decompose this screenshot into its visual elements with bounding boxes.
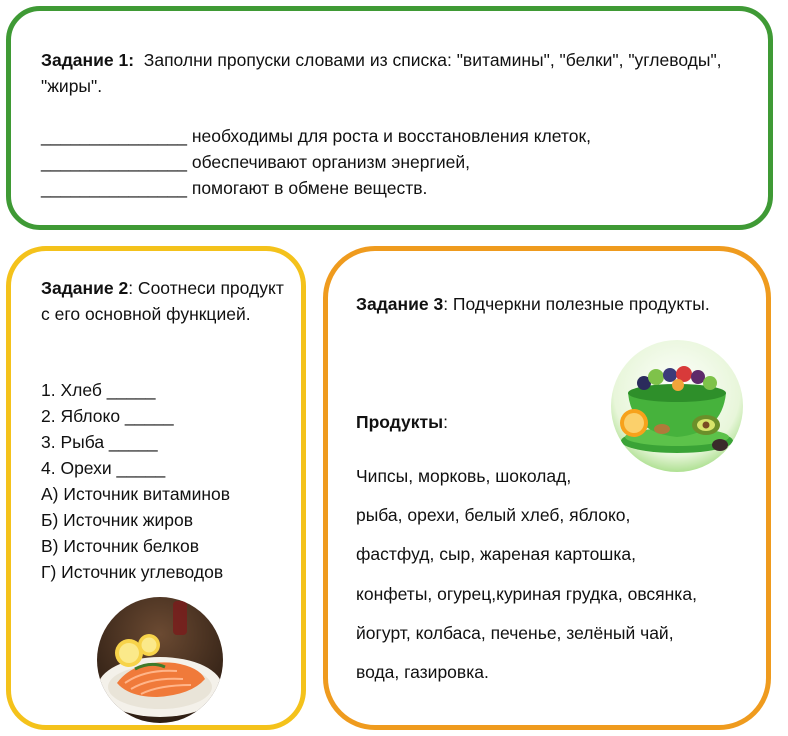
match-option: Б) Источник жиров xyxy=(41,510,193,530)
products-heading-block xyxy=(356,409,448,435)
match-option: А) Источник витаминов xyxy=(41,484,231,504)
task-2-card xyxy=(6,246,306,730)
products-list xyxy=(356,457,766,692)
task-1-title: Задание 1: xyxy=(41,50,135,70)
salmon-dish-image xyxy=(95,595,225,725)
task-1-line: _______________ обеспечивают организм энергией, xyxy=(41,152,471,172)
products-line: конфеты, огурец,куриная грудка, овсянка, xyxy=(356,583,697,604)
products-heading: Продукты xyxy=(356,412,444,432)
match-item: 1. Хлеб _____ xyxy=(41,380,156,400)
task-3-title: Задание 3 xyxy=(356,294,444,314)
task-2-instruction-block xyxy=(41,275,291,327)
task-1-instruction-block xyxy=(41,47,741,99)
task-2-match-list xyxy=(41,377,301,585)
match-item: 4. Орехи _____ xyxy=(41,458,166,478)
match-item: 3. Рыба _____ xyxy=(41,432,158,452)
task-3-instruction-block xyxy=(356,291,756,317)
task-1-line: _______________ помогают в обмене веществ. xyxy=(41,178,428,198)
task-1-blank-lines xyxy=(41,123,741,201)
salad-bowl-image xyxy=(608,337,746,475)
task-2-instruction: : Соотнеси продукт с его основной функцией. xyxy=(41,278,284,324)
task-1-instruction: Заполни пропуски словами из списка: "витамины", "белки", "углеводы", "жиры". xyxy=(41,50,722,96)
task-1-card xyxy=(6,6,773,230)
products-line: вода, газировка. xyxy=(356,662,489,683)
task-3-instruction: : Подчеркни полезные продукты. xyxy=(443,294,710,314)
products-line: Чипсы, морковь, шоколад, xyxy=(356,466,572,486)
task-3-card xyxy=(323,246,771,730)
task-2-title: Задание 2 xyxy=(41,278,129,298)
task-1-line: _______________ необходимы для роста и восстановления клеток, xyxy=(41,126,591,146)
products-line: йогурт, колбаса, печенье, зелёный чай, xyxy=(356,622,674,643)
match-item: 2. Яблоко _____ xyxy=(41,406,174,426)
match-option: Г) Источник углеводов xyxy=(41,562,224,582)
products-line: фастфуд, сыр, жареная картошка, xyxy=(356,544,636,565)
match-option: В) Источник белков xyxy=(41,536,200,556)
products-line: рыба, орехи, белый хлеб, яблоко, xyxy=(356,505,631,526)
products-heading-colon: : xyxy=(443,412,448,432)
